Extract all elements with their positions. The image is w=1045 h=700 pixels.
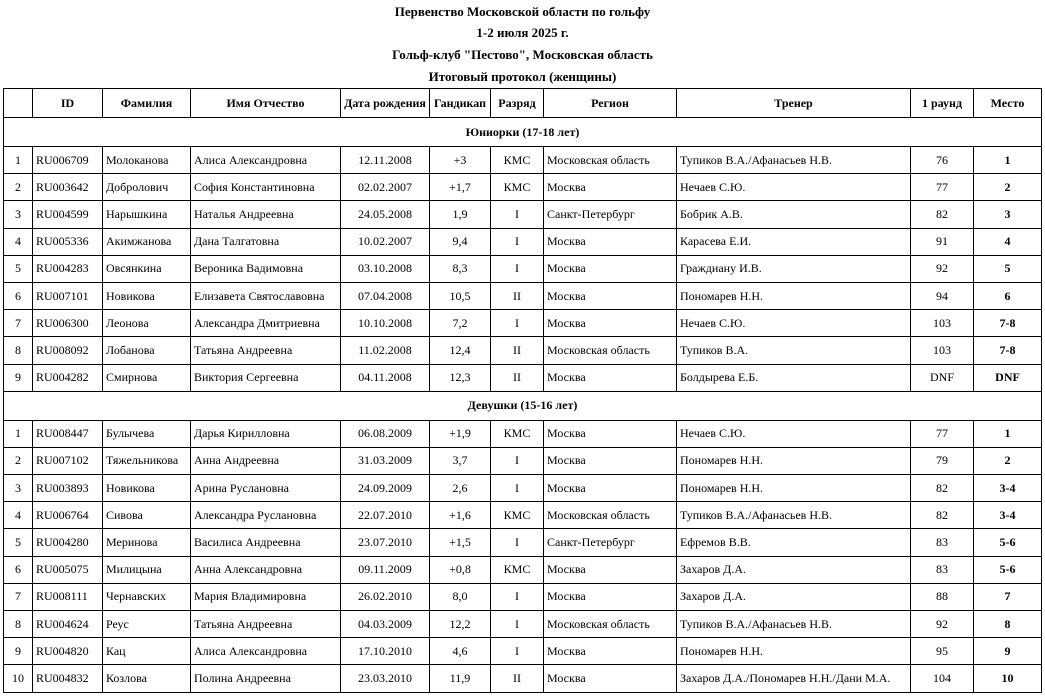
cell-coach: Карасева Е.И.	[677, 228, 911, 255]
cell-first-middle-name: Алиса Александровна	[191, 147, 341, 174]
table-body	[4, 118, 1042, 693]
cell-handicap: 9,4	[430, 228, 491, 255]
cell-first-middle-name: София Константиновна	[191, 174, 341, 201]
cell-first-middle-name: Арина Руслановна	[191, 475, 341, 502]
cell-round-1-score: 82	[911, 502, 974, 529]
cell-handicap: +1,6	[430, 502, 491, 529]
column-header-birth-date: Дата рождения	[341, 89, 430, 118]
table-row	[4, 255, 1042, 282]
cell-coach: Ефремов В.В.	[677, 529, 911, 556]
cell-player-id: RU004283	[33, 255, 103, 282]
cell-handicap: 10,5	[430, 282, 491, 309]
cell-handicap: +1,7	[430, 174, 491, 201]
cell-handicap: 12,2	[430, 611, 491, 638]
cell-round-1-score: 104	[911, 665, 974, 692]
cell-region: Москва	[544, 174, 677, 201]
cell-rank: I	[491, 255, 544, 282]
cell-region: Санкт-Петербург	[544, 529, 677, 556]
cell-row-number: 8	[4, 337, 33, 364]
cell-birth-date: 17.10.2010	[341, 638, 430, 665]
cell-last-name: Чернавских	[103, 583, 191, 610]
cell-last-name: Новикова	[103, 282, 191, 309]
cell-birth-date: 02.02.2007	[341, 174, 430, 201]
cell-coach: Болдырева Е.Б.	[677, 364, 911, 391]
cell-last-name: Меринова	[103, 529, 191, 556]
table-row	[4, 282, 1042, 309]
column-header-player-id: ID	[33, 89, 103, 118]
cell-coach: Пономарев Н.Н.	[677, 282, 911, 309]
cell-player-id: RU004624	[33, 611, 103, 638]
results-table	[3, 88, 1042, 693]
cell-place: 5-6	[974, 556, 1042, 583]
cell-place: 3-4	[974, 502, 1042, 529]
cell-player-id: RU008111	[33, 583, 103, 610]
table-header-row	[4, 89, 1042, 118]
section-row	[4, 391, 1042, 420]
cell-handicap: +1,9	[430, 420, 491, 447]
cell-handicap: 3,7	[430, 447, 491, 474]
column-header-handicap: Гандикап	[430, 89, 491, 118]
cell-region: Москва	[544, 255, 677, 282]
cell-handicap: +1,5	[430, 529, 491, 556]
cell-coach: Нечаев С.Ю.	[677, 174, 911, 201]
cell-row-number: 5	[4, 255, 33, 282]
document-title: Первенство Московской области по гольфу	[394, 4, 651, 19]
cell-round-1-score: 83	[911, 556, 974, 583]
cell-region: Москва	[544, 447, 677, 474]
cell-rank: I	[491, 447, 544, 474]
cell-first-middle-name: Дарья Кирилловна	[191, 420, 341, 447]
cell-player-id: RU004280	[33, 529, 103, 556]
cell-last-name: Леонова	[103, 310, 191, 337]
cell-last-name: Милицына	[103, 556, 191, 583]
cell-last-name: Овсянкина	[103, 255, 191, 282]
cell-row-number: 1	[4, 147, 33, 174]
column-header-row-number	[4, 89, 33, 118]
table-row	[4, 638, 1042, 665]
cell-birth-date: 23.07.2010	[341, 529, 430, 556]
cell-round-1-score: 92	[911, 611, 974, 638]
cell-handicap: 2,6	[430, 475, 491, 502]
cell-place: 5	[974, 255, 1042, 282]
cell-handicap: 8,3	[430, 255, 491, 282]
cell-first-middle-name: Татьяна Андреевна	[191, 337, 341, 364]
cell-player-id: RU006709	[33, 147, 103, 174]
cell-row-number: 2	[4, 447, 33, 474]
cell-region: Московская область	[544, 337, 677, 364]
cell-handicap: 12,4	[430, 337, 491, 364]
cell-place: 1	[974, 420, 1042, 447]
cell-row-number: 7	[4, 583, 33, 610]
cell-last-name: Лобанова	[103, 337, 191, 364]
column-header-region: Регион	[544, 89, 677, 118]
cell-row-number: 4	[4, 502, 33, 529]
table-row	[4, 147, 1042, 174]
cell-first-middle-name: Алиса Александровна	[191, 638, 341, 665]
cell-coach: Пономарев Н.Н.	[677, 638, 911, 665]
cell-round-1-score: 88	[911, 583, 974, 610]
cell-player-id: RU008092	[33, 337, 103, 364]
column-header-place: Место	[974, 89, 1042, 118]
cell-player-id: RU005336	[33, 228, 103, 255]
cell-first-middle-name: Василиса Андреевна	[191, 529, 341, 556]
cell-last-name: Акимжанова	[103, 228, 191, 255]
cell-round-1-score: 79	[911, 447, 974, 474]
cell-coach: Бобрик А.В.	[677, 201, 911, 228]
column-header-coach: Тренер	[677, 89, 911, 118]
event-venue: Гольф-клуб "Пестово", Московская область	[392, 47, 653, 62]
cell-rank: I	[491, 228, 544, 255]
cell-handicap: 4,6	[430, 638, 491, 665]
cell-row-number: 9	[4, 638, 33, 665]
cell-row-number: 10	[4, 665, 33, 692]
cell-player-id: RU004820	[33, 638, 103, 665]
cell-first-middle-name: Татьяна Андреевна	[191, 611, 341, 638]
cell-player-id: RU006300	[33, 310, 103, 337]
cell-first-middle-name: Александра Дмитриевна	[191, 310, 341, 337]
cell-row-number: 8	[4, 611, 33, 638]
cell-rank: II	[491, 364, 544, 391]
cell-region: Москва	[544, 638, 677, 665]
cell-coach: Пономарев Н.Н.	[677, 475, 911, 502]
cell-rank: I	[491, 310, 544, 337]
cell-last-name: Сивова	[103, 502, 191, 529]
cell-handicap: +3	[430, 147, 491, 174]
cell-round-1-score: 94	[911, 282, 974, 309]
cell-row-number: 6	[4, 556, 33, 583]
protocol-title: Итоговый протокол (женщины)	[428, 69, 617, 84]
cell-birth-date: 04.03.2009	[341, 611, 430, 638]
table-row	[4, 556, 1042, 583]
cell-round-1-score: 82	[911, 201, 974, 228]
cell-player-id: RU007102	[33, 447, 103, 474]
cell-first-middle-name: Мария Владимировна	[191, 583, 341, 610]
cell-rank: КМС	[491, 556, 544, 583]
cell-last-name: Молоканова	[103, 147, 191, 174]
table-row	[4, 364, 1042, 391]
cell-rank: II	[491, 282, 544, 309]
cell-last-name: Нарышкина	[103, 201, 191, 228]
table-row	[4, 611, 1042, 638]
cell-birth-date: 26.02.2010	[341, 583, 430, 610]
cell-player-id: RU003642	[33, 174, 103, 201]
cell-birth-date: 11.02.2008	[341, 337, 430, 364]
cell-place: 1	[974, 147, 1042, 174]
cell-coach: Тупиков В.А./Афанасьев Н.В.	[677, 502, 911, 529]
cell-coach: Захаров Д.А.	[677, 556, 911, 583]
table-row	[4, 337, 1042, 364]
cell-round-1-score: 77	[911, 174, 974, 201]
cell-place: 3-4	[974, 475, 1042, 502]
cell-rank: II	[491, 337, 544, 364]
cell-birth-date: 04.11.2008	[341, 364, 430, 391]
cell-round-1-score: 95	[911, 638, 974, 665]
column-header-rank: Разряд	[491, 89, 544, 118]
cell-first-middle-name: Виктория Сергеевна	[191, 364, 341, 391]
cell-round-1-score: 76	[911, 147, 974, 174]
section-row	[4, 118, 1042, 147]
cell-place: 4	[974, 228, 1042, 255]
cell-player-id: RU007101	[33, 282, 103, 309]
cell-rank: I	[491, 201, 544, 228]
cell-place: 6	[974, 282, 1042, 309]
cell-coach: Пономарев Н.Н.	[677, 447, 911, 474]
cell-first-middle-name: Анна Александровна	[191, 556, 341, 583]
table-row	[4, 310, 1042, 337]
cell-region: Москва	[544, 310, 677, 337]
table-row	[4, 420, 1042, 447]
cell-birth-date: 07.04.2008	[341, 282, 430, 309]
cell-player-id: RU005075	[33, 556, 103, 583]
table-row	[4, 665, 1042, 692]
table-row	[4, 201, 1042, 228]
table-row	[4, 174, 1042, 201]
cell-birth-date: 24.05.2008	[341, 201, 430, 228]
cell-birth-date: 24.09.2009	[341, 475, 430, 502]
cell-birth-date: 06.08.2009	[341, 420, 430, 447]
cell-place: 3	[974, 201, 1042, 228]
cell-birth-date: 31.03.2009	[341, 447, 430, 474]
cell-row-number: 1	[4, 420, 33, 447]
cell-first-middle-name: Александра Руслановна	[191, 502, 341, 529]
cell-region: Московская область	[544, 502, 677, 529]
cell-coach: Нечаев С.Ю.	[677, 420, 911, 447]
table-row	[4, 529, 1042, 556]
cell-last-name: Кац	[103, 638, 191, 665]
cell-handicap: 1,9	[430, 201, 491, 228]
cell-coach: Нечаев С.Ю.	[677, 310, 911, 337]
cell-birth-date: 12.11.2008	[341, 147, 430, 174]
cell-region: Московская область	[544, 611, 677, 638]
cell-round-1-score: 83	[911, 529, 974, 556]
cell-player-id: RU004599	[33, 201, 103, 228]
cell-rank: I	[491, 475, 544, 502]
cell-handicap: 11,9	[430, 665, 491, 692]
cell-handicap: 7,2	[430, 310, 491, 337]
cell-coach: Тупиков В.А./Афанасьев Н.В.	[677, 147, 911, 174]
cell-place: 7	[974, 583, 1042, 610]
cell-round-1-score: 77	[911, 420, 974, 447]
table-row	[4, 228, 1042, 255]
cell-region: Москва	[544, 475, 677, 502]
cell-place: 2	[974, 174, 1042, 201]
section-title: Девушки (15-16 лет)	[4, 391, 1042, 420]
cell-coach: Тупиков В.А./Афанасьев Н.В.	[677, 611, 911, 638]
cell-coach: Захаров Д.А.	[677, 583, 911, 610]
cell-place: 2	[974, 447, 1042, 474]
cell-handicap: +0,8	[430, 556, 491, 583]
cell-region: Москва	[544, 228, 677, 255]
cell-coach: Тупиков В.А.	[677, 337, 911, 364]
table-row	[4, 583, 1042, 610]
cell-rank: КМС	[491, 147, 544, 174]
cell-region: Москва	[544, 364, 677, 391]
cell-player-id: RU008447	[33, 420, 103, 447]
cell-region: Москва	[544, 282, 677, 309]
cell-round-1-score: 103	[911, 310, 974, 337]
cell-birth-date: 09.11.2009	[341, 556, 430, 583]
cell-round-1-score: 82	[911, 475, 974, 502]
cell-birth-date: 10.10.2008	[341, 310, 430, 337]
cell-place: 10	[974, 665, 1042, 692]
cell-region: Санкт-Петербург	[544, 201, 677, 228]
column-header-round-1-score: 1 раунд	[911, 89, 974, 118]
cell-player-id: RU003893	[33, 475, 103, 502]
cell-place: 9	[974, 638, 1042, 665]
cell-rank: КМС	[491, 420, 544, 447]
cell-last-name: Козлова	[103, 665, 191, 692]
cell-first-middle-name: Анна Андреевна	[191, 447, 341, 474]
cell-rank: I	[491, 638, 544, 665]
section-title: Юниорки (17-18 лет)	[4, 118, 1042, 147]
cell-rank: I	[491, 611, 544, 638]
cell-row-number: 5	[4, 529, 33, 556]
cell-region: Москва	[544, 556, 677, 583]
cell-coach: Захаров Д.А./Пономарев Н.Н./Дани М.А.	[677, 665, 911, 692]
cell-birth-date: 03.10.2008	[341, 255, 430, 282]
cell-rank: КМС	[491, 174, 544, 201]
cell-rank: I	[491, 529, 544, 556]
table-row	[4, 447, 1042, 474]
cell-last-name: Тяжельникова	[103, 447, 191, 474]
cell-place: 8	[974, 611, 1042, 638]
cell-round-1-score: DNF	[911, 364, 974, 391]
cell-birth-date: 10.02.2007	[341, 228, 430, 255]
cell-region: Москва	[544, 420, 677, 447]
document-header	[0, 0, 1045, 88]
cell-first-middle-name: Елизавета Святославовна	[191, 282, 341, 309]
cell-row-number: 6	[4, 282, 33, 309]
cell-last-name: Добролович	[103, 174, 191, 201]
cell-row-number: 2	[4, 174, 33, 201]
cell-row-number: 3	[4, 201, 33, 228]
cell-round-1-score: 92	[911, 255, 974, 282]
table-row	[4, 502, 1042, 529]
cell-first-middle-name: Дана Талгатовна	[191, 228, 341, 255]
cell-place: 7-8	[974, 337, 1042, 364]
cell-row-number: 7	[4, 310, 33, 337]
cell-first-middle-name: Вероника Вадимовна	[191, 255, 341, 282]
cell-row-number: 9	[4, 364, 33, 391]
cell-coach: Граждиану И.В.	[677, 255, 911, 282]
cell-birth-date: 23.03.2010	[341, 665, 430, 692]
cell-rank: II	[491, 665, 544, 692]
cell-last-name: Булычева	[103, 420, 191, 447]
cell-region: Москва	[544, 583, 677, 610]
cell-rank: КМС	[491, 502, 544, 529]
cell-place: DNF	[974, 364, 1042, 391]
cell-handicap: 12,3	[430, 364, 491, 391]
cell-last-name: Новикова	[103, 475, 191, 502]
cell-round-1-score: 91	[911, 228, 974, 255]
cell-rank: I	[491, 583, 544, 610]
column-header-first-middle-name: Имя Отчество	[191, 89, 341, 118]
cell-row-number: 4	[4, 228, 33, 255]
cell-row-number: 3	[4, 475, 33, 502]
cell-place: 7-8	[974, 310, 1042, 337]
cell-region: Москва	[544, 665, 677, 692]
column-header-last-name: Фамилия	[103, 89, 191, 118]
cell-player-id: RU004832	[33, 665, 103, 692]
table-row	[4, 475, 1042, 502]
cell-player-id: RU006764	[33, 502, 103, 529]
cell-first-middle-name: Полина Андреевна	[191, 665, 341, 692]
cell-last-name: Реус	[103, 611, 191, 638]
cell-first-middle-name: Наталья Андреевна	[191, 201, 341, 228]
event-dates: 1-2 июля 2025 г.	[476, 25, 569, 40]
cell-place: 5-6	[974, 529, 1042, 556]
cell-last-name: Смирнова	[103, 364, 191, 391]
cell-round-1-score: 103	[911, 337, 974, 364]
cell-birth-date: 22.07.2010	[341, 502, 430, 529]
cell-region: Московская область	[544, 147, 677, 174]
cell-player-id: RU004282	[33, 364, 103, 391]
cell-handicap: 8,0	[430, 583, 491, 610]
